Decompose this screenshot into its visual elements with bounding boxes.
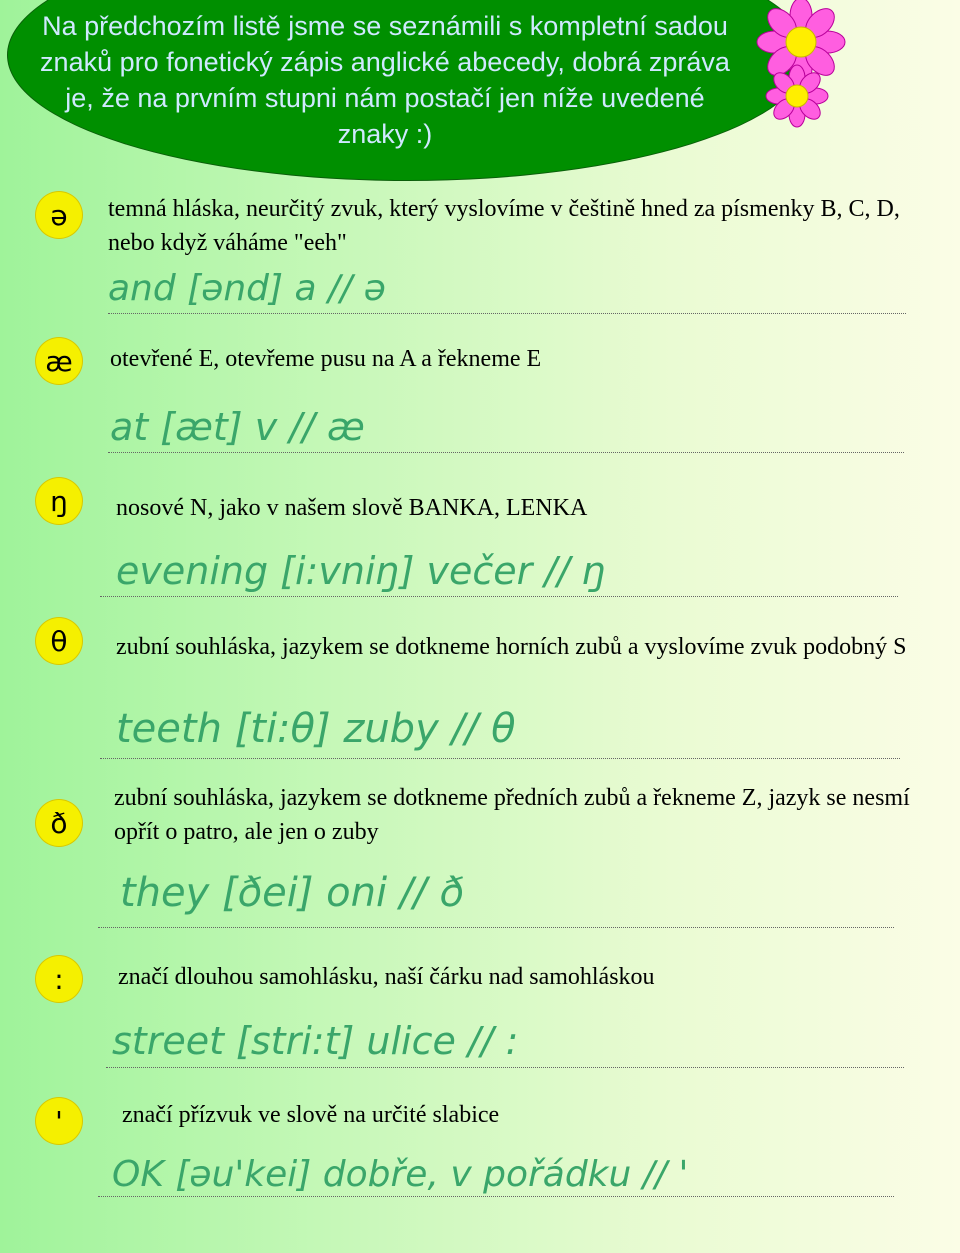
handwritten-example: [112, 1012, 912, 1067]
handwritten-example: [108, 262, 908, 312]
handwritten-example: [116, 540, 916, 600]
svg-text:OK [əu'kei] dobře, v pořádku /: OK [əu'kei] dobře, v pořádku // ': [112, 1154, 689, 1195]
svg-text:teeth [ti:θ] zuby // θ: teeth [ti:θ] zuby // θ: [116, 706, 516, 752]
intro-text: Na předchozím listě jsme se seznámili s kompletní sadou znaků pro fonetický zápis anglické abecedy, dobrá zpráva je, že na prvním stupni nám postačí jen níže uvedené znaky :): [40, 11, 730, 149]
symbol-badge-stress-mark: ': [36, 1098, 82, 1144]
handwritten-example: [110, 398, 910, 453]
symbol-badge-length-mark: :: [36, 956, 82, 1002]
row-description: zubní souhláska, jazykem se dotkneme předních zubů a řekneme Z, jazyk se nesmí opřít o patro, ale jen o zuby: [114, 785, 910, 845]
handwritten-example: [112, 1146, 912, 1201]
row-divider: [98, 927, 894, 928]
handwritten-example: [116, 696, 916, 756]
svg-text:street [stri:t] ulice // :: street [stri:t] ulice // :: [112, 1019, 519, 1063]
symbol-badge-ae: æ: [36, 338, 82, 384]
svg-text:at [æt] v // æ: at [æt] v // æ: [110, 405, 365, 449]
row-description: temná hláska, neurčitý zvuk, který vyslovíme v češtině hned za písmenky B, C, D, nebo když váháme "eeh": [108, 196, 900, 256]
symbol-badge-eng: ŋ: [36, 478, 82, 524]
svg-text:they [ðei] oni // ð: they [ðei] oni // ð: [120, 870, 464, 916]
row-description: zubní souhláska, jazykem se dotkneme horních zubů a vyslovíme zvuk podobný S: [116, 634, 907, 660]
row-description: nosové N, jako v našem slově BANKA, LENKA: [116, 495, 588, 521]
handwritten-example: [120, 862, 920, 922]
symbol-badge-eth: ð: [36, 800, 82, 846]
symbol-badge-theta: θ: [36, 618, 82, 664]
row-description: otevřené E, otevřeme pusu na A a řekneme E: [110, 346, 542, 372]
symbol-badge-schwa: ə: [36, 192, 82, 238]
row-divider: [100, 596, 898, 597]
row-divider: [108, 452, 904, 453]
row-divider: [98, 1196, 894, 1197]
svg-text:and [ənd] a // ə: and [ənd] a // ə: [108, 268, 386, 309]
row-divider: [100, 758, 900, 759]
row-divider: [108, 313, 906, 314]
row-description: značí dlouhou samohlásku, naší čárku nad samohláskou: [118, 964, 655, 990]
row-description: značí přízvuk ve slově na určité slabice: [122, 1102, 500, 1128]
flower-decoration-icon: [735, 0, 855, 130]
svg-text:evening [i:vniŋ] večer // ŋ: evening [i:vniŋ] večer // ŋ: [116, 549, 607, 593]
row-divider: [106, 1067, 904, 1068]
